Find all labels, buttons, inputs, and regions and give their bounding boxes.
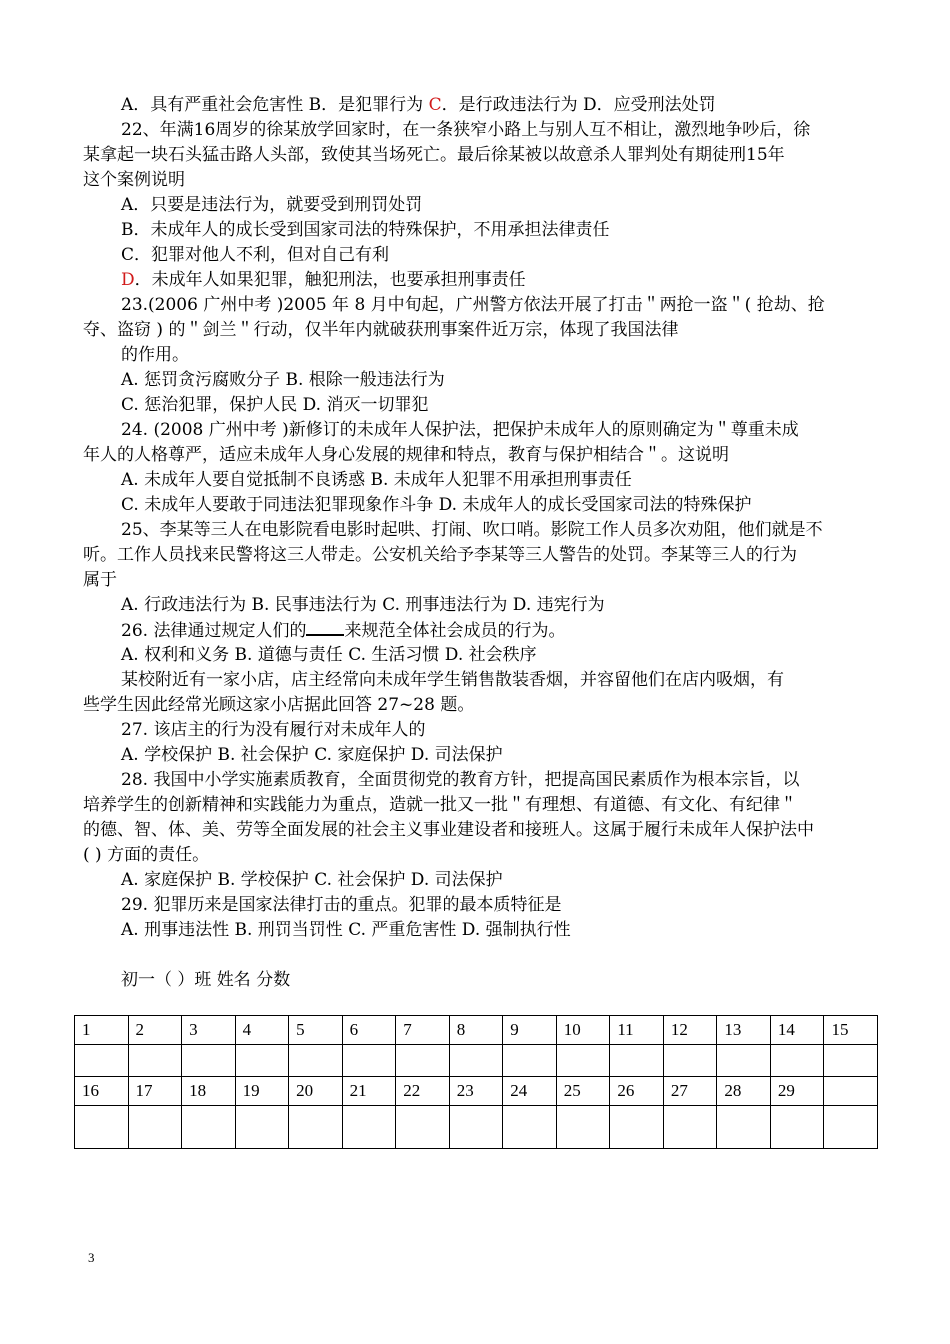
- answer-cell[interactable]: [396, 1106, 450, 1149]
- text-line: [121, 518, 823, 542]
- text-segment: A. 刑事违法性 B. 刑罚当罚性 C. 严重危害性 D. 强制执行性: [121, 920, 571, 940]
- text-segment: 属于: [83, 570, 117, 590]
- text-segment: ．是行政违法行为 D．应受刑法处罚: [441, 95, 716, 115]
- text-segment: 26. 法律通过规定人们的: [121, 621, 307, 641]
- text-segment: 夺、盗窃 ) 的＂剑兰＂行动，仅半年内就破获刑事案件近万宗，体现了我国法律: [83, 320, 679, 340]
- text-segment: C. 未成年人要敢于同违法犯罪现象作斗争 D. 未成年人的成长受国家司法的特殊保护: [121, 495, 752, 515]
- text-line: [121, 193, 422, 217]
- text-segment: 25、李某等三人在电影院看电影时起哄、打闹、吹口哨。影院工作人员多次劝阻，他们就是不: [121, 520, 823, 540]
- text-line: [121, 468, 632, 492]
- text-segment: A. 未成年人要自觉抵制不良诱惑 B. 未成年人犯罪不用承担刑事责任: [121, 470, 632, 490]
- text-line: [121, 118, 810, 142]
- answer-cell[interactable]: [128, 1045, 182, 1077]
- text-line: [83, 843, 209, 867]
- answer-cell[interactable]: [128, 1106, 182, 1149]
- text-segment: ．未成年人如果犯罪，触犯刑法，也要承担刑事责任: [134, 270, 526, 290]
- page-number: 3: [88, 1250, 95, 1265]
- answer-cell[interactable]: [717, 1106, 771, 1149]
- text-line: [121, 218, 610, 242]
- answer-cell[interactable]: [770, 1106, 824, 1149]
- table-cell: 24: [503, 1077, 557, 1106]
- table-cell: 21: [342, 1077, 396, 1106]
- text-segment: 这个案例说明: [83, 170, 185, 190]
- text-line: [83, 568, 117, 592]
- text-line: [83, 693, 474, 717]
- text-segment: 某校附近有一家小店，店主经常向未成年学生销售散装香烟，并容留他们在店内吸烟，有: [121, 670, 784, 690]
- table-cell: 29: [770, 1077, 824, 1106]
- text-segment: A．具有严重社会危害性 B．是犯罪行为: [121, 95, 429, 115]
- answer-header-row-1: [75, 1016, 878, 1045]
- table-cell: 26: [610, 1077, 664, 1106]
- text-segment: 28. 我国中小学实施素质教育，全面贯彻党的教育方针，把提高国民素质作为根本宗旨，以: [121, 770, 800, 790]
- answer-cell[interactable]: [342, 1106, 396, 1149]
- answer-cell[interactable]: [235, 1045, 289, 1077]
- text-line: [121, 643, 537, 667]
- text-line: [83, 143, 785, 167]
- text-line: [121, 593, 605, 617]
- text-line: [83, 793, 797, 817]
- text-segment: 培养学生的创新精神和实践能力为重点，造就一批又一批＂有理想、有道德、有文化、有纪律＂: [83, 795, 797, 815]
- answer-cell[interactable]: [342, 1045, 396, 1077]
- table-cell: 5: [289, 1016, 343, 1045]
- table-cell: 9: [503, 1016, 557, 1045]
- answer-cell[interactable]: [556, 1045, 610, 1077]
- marked-answer-letter: D: [121, 270, 135, 290]
- table-cell: 1: [75, 1016, 129, 1045]
- text-line: [83, 318, 678, 342]
- text-segment: A. 学校保护 B. 社会保护 C. 家庭保护 D. 司法保护: [121, 745, 503, 765]
- text-segment: 某拿起一块石头猛击路人头部，致使其当场死亡。最后徐某被以故意杀人罪判处有期徒刑15年: [83, 145, 785, 165]
- text-segment: 些学生因此经常光顾这家小店据此回答 27~28 题。: [83, 695, 475, 715]
- text-line: [121, 768, 799, 792]
- text-segment: 听。工作人员找来民警将这三人带走。公安机关给予李某等三人警告的处罚。李某等三人的行为: [83, 545, 797, 565]
- text-line: [121, 493, 751, 517]
- answer-cell[interactable]: [182, 1045, 236, 1077]
- text-line: [121, 918, 571, 942]
- text-segment: 的德、智、体、美、劳等全面发展的社会主义事业建设者和接班人。这属于履行未成年人保护法中: [83, 820, 814, 840]
- text-segment: A．只要是违法行为，就要受到刑罚处罚: [121, 195, 423, 215]
- fill-blank: [306, 618, 344, 636]
- answer-cell[interactable]: [449, 1106, 503, 1149]
- table-cell: 19: [235, 1077, 289, 1106]
- answer-cell[interactable]: [289, 1045, 343, 1077]
- answer-cell[interactable]: [289, 1106, 343, 1149]
- answer-cell[interactable]: [610, 1045, 664, 1077]
- text-segment: A. 行政违法行为 B. 民事违法行为 C. 刑事违法行为 D. 违宪行为: [121, 595, 605, 615]
- text-segment: A. 家庭保护 B. 学校保护 C. 社会保护 D. 司法保护: [121, 870, 503, 890]
- answer-cell[interactable]: [182, 1106, 236, 1149]
- text-segment: 来规范全体社会成员的行为。: [344, 621, 566, 641]
- text-segment: A. 惩罚贪污腐败分子 B. 根除一般违法行为: [121, 370, 445, 390]
- answer-cell[interactable]: [75, 1106, 129, 1149]
- table-cell: 28: [717, 1077, 771, 1106]
- table-cell: 17: [128, 1077, 182, 1106]
- text-line: [121, 243, 389, 267]
- table-cell: 8: [449, 1016, 503, 1045]
- text-segment: ( ) 方面的责任。: [83, 845, 210, 865]
- text-line: [121, 893, 561, 917]
- text-line: [83, 168, 185, 192]
- text-line: [121, 393, 428, 417]
- table-cell: [824, 1077, 878, 1106]
- answer-cell[interactable]: [503, 1106, 557, 1149]
- table-cell: 2: [128, 1016, 182, 1045]
- table-cell: 27: [663, 1077, 717, 1106]
- answer-cell[interactable]: [396, 1045, 450, 1077]
- table-cell: 15: [824, 1016, 878, 1045]
- answer-cell[interactable]: [235, 1106, 289, 1149]
- text-line: [121, 343, 189, 367]
- answer-cell[interactable]: [717, 1045, 771, 1077]
- table-cell: 11: [610, 1016, 664, 1045]
- table-cell: 20: [289, 1077, 343, 1106]
- answer-cell[interactable]: [449, 1045, 503, 1077]
- answer-cell[interactable]: [75, 1045, 129, 1077]
- table-cell: 25: [556, 1077, 610, 1106]
- table-cell: 16: [75, 1077, 129, 1106]
- table-cell: 7: [396, 1016, 450, 1045]
- text-line: [121, 293, 825, 317]
- answer-cell[interactable]: [824, 1106, 878, 1149]
- answer-header-row-2: [75, 1077, 878, 1106]
- table-cell: 6: [342, 1016, 396, 1045]
- text-segment: 24. (2008 广州中考 )新修订的未成年人保护法，把保护未成年人的原则确定为＂尊重未成: [121, 420, 799, 440]
- text-line: [121, 618, 565, 643]
- text-segment: 23.(2006 广州中考 )2005 年 8 月中旬起，广州警方依法开展了打击＂两抢一盗＂( 抢劫、抢: [121, 295, 825, 315]
- answer-cell[interactable]: [503, 1045, 557, 1077]
- table-cell: 10: [556, 1016, 610, 1045]
- answer-input-row-1: [75, 1045, 878, 1077]
- text-line: [121, 668, 784, 692]
- text-line: [121, 718, 425, 742]
- answer-cell[interactable]: [610, 1106, 664, 1149]
- text-segment: A. 权利和义务 B. 道德与责任 C. 生活习惯 D. 社会秩序: [121, 645, 537, 665]
- answer-cell[interactable]: [663, 1045, 717, 1077]
- text-line: [121, 968, 290, 992]
- answer-cell[interactable]: [824, 1045, 878, 1077]
- text-line: [121, 418, 799, 442]
- marked-answer-letter: C: [428, 95, 442, 115]
- table-cell: 13: [717, 1016, 771, 1045]
- text-line: [121, 368, 445, 392]
- answer-table: [74, 1015, 878, 1149]
- table-cell: 14: [770, 1016, 824, 1045]
- table-cell: 12: [663, 1016, 717, 1045]
- table-cell: 22: [396, 1077, 450, 1106]
- text-segment: 的作用。: [121, 345, 189, 365]
- text-segment: 初一（ ）班 姓名 分数: [121, 970, 291, 990]
- text-segment: B．未成年人的成长受到国家司法的特殊保护，不用承担法律责任: [121, 220, 610, 240]
- text-line: [83, 543, 797, 567]
- table-cell: 23: [449, 1077, 503, 1106]
- answer-cell[interactable]: [770, 1045, 824, 1077]
- table-cell: 4: [235, 1016, 289, 1045]
- answer-cell[interactable]: [556, 1106, 610, 1149]
- text-segment: C. 惩治犯罪，保护人民 D. 消灭一切罪犯: [121, 395, 429, 415]
- text-segment: 27. 该店主的行为没有履行对未成年人的: [121, 720, 426, 740]
- text-line: [121, 743, 503, 767]
- text-line: [83, 818, 814, 842]
- answer-cell[interactable]: [663, 1106, 717, 1149]
- text-segment: C．犯罪对他人不利，但对自己有利: [121, 245, 390, 265]
- table-cell: 18: [182, 1077, 236, 1106]
- text-segment: 年人的人格尊严，适应未成年人身心发展的规律和特点，教育与保护相结合＂。这说明: [83, 445, 729, 465]
- text-line: [121, 268, 526, 292]
- text-segment: 22、年满16周岁的徐某放学回家时，在一条狭窄小路上与别人互不相让，激烈地争吵后，徐: [121, 120, 811, 140]
- text-segment: 29. 犯罪历来是国家法律打击的重点。犯罪的最本质特征是: [121, 895, 562, 915]
- text-line: [121, 93, 716, 117]
- text-line: [121, 868, 503, 892]
- table-cell: 3: [182, 1016, 236, 1045]
- text-line: [83, 443, 729, 467]
- answer-input-row-2: [75, 1106, 878, 1149]
